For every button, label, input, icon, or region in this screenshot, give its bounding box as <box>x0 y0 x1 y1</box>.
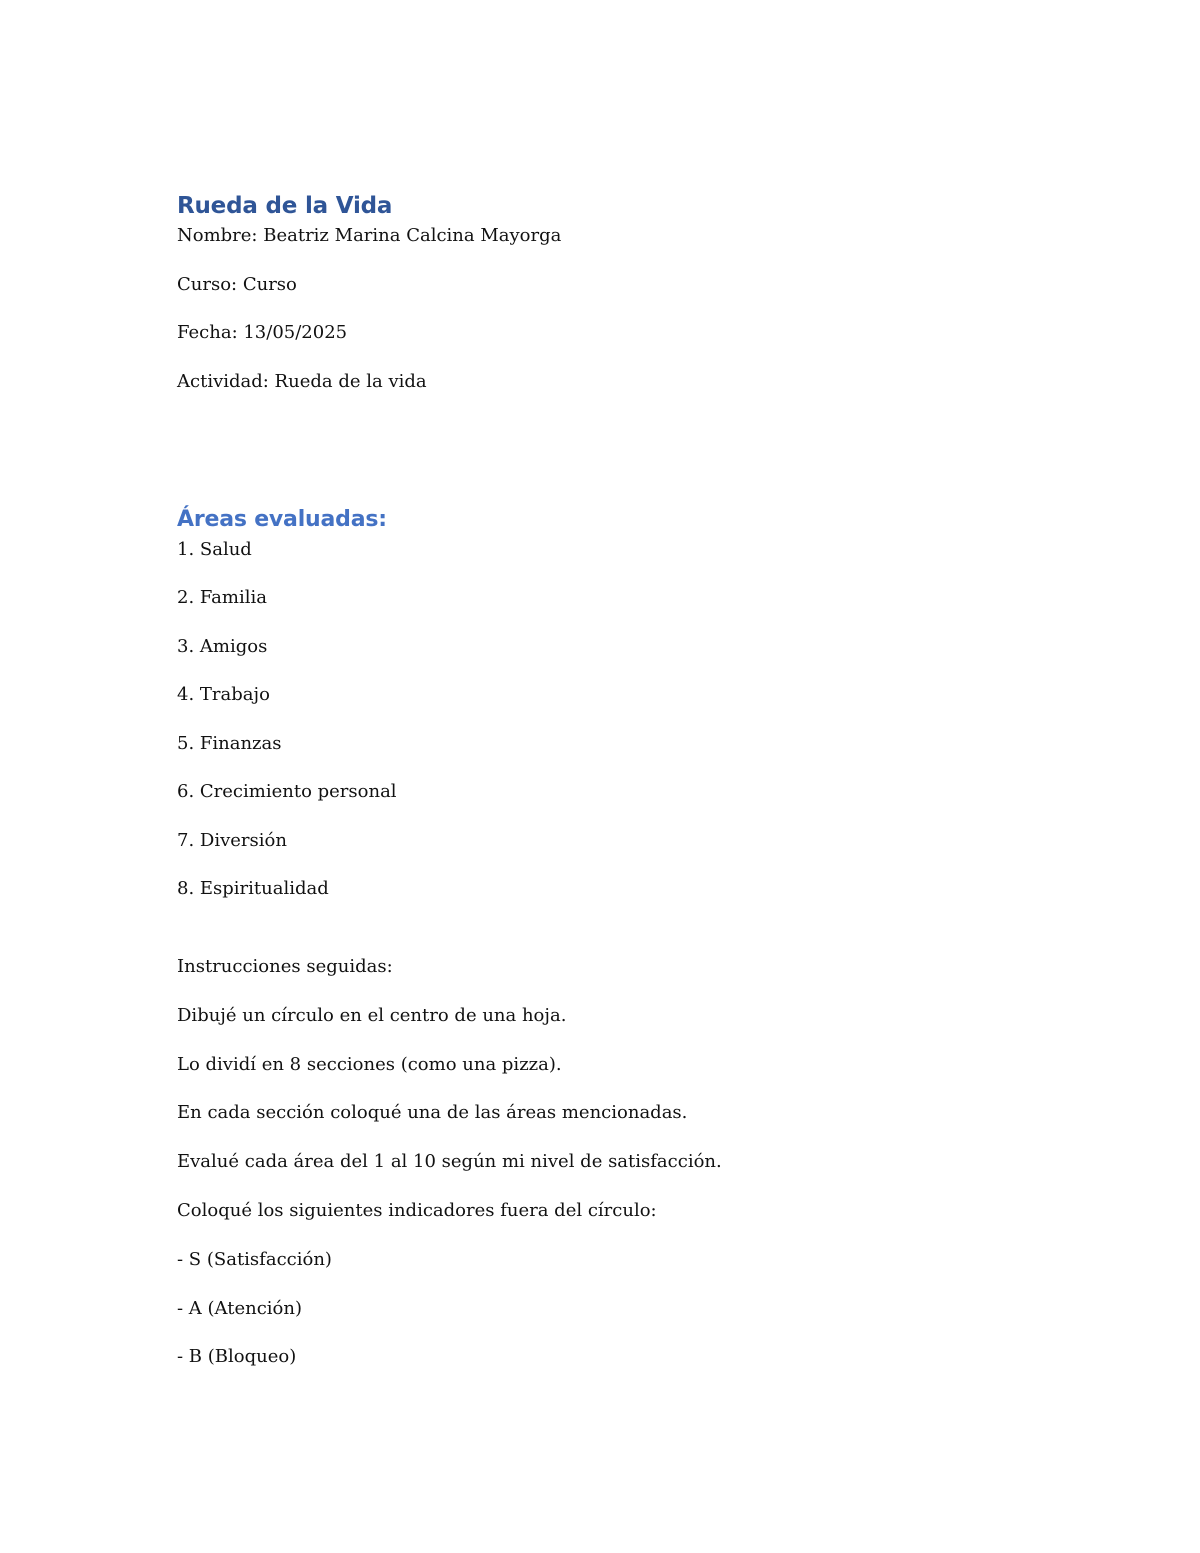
activity-line: Actividad: Rueda de la vida <box>177 370 427 392</box>
instruction-line: Coloqué los siguientes indicadores fuera del círculo: <box>177 1199 657 1221</box>
document-title: Rueda de la Vida <box>177 193 393 219</box>
instructions-heading: Instrucciones seguidas: <box>177 956 393 977</box>
list-item: 5. Finanzas <box>177 732 282 754</box>
date-line: Fecha: 13/05/2025 <box>177 322 348 343</box>
document-body <box>177 190 1037 1369</box>
list-item: 8. Espiritualidad <box>177 878 329 899</box>
indicator-item: - A (Atención) <box>177 1297 302 1319</box>
instruction-line: Lo dividí en 8 secciones (como una pizza). <box>177 1053 562 1075</box>
indicator-item: - B (Bloqueo) <box>177 1346 297 1368</box>
list-item: 2. Familia <box>177 587 267 608</box>
list-item: 4. Trabajo <box>177 684 270 705</box>
list-item: 7. Diversión <box>177 829 287 851</box>
instruction-line: Dibujé un círculo en el centro de una hoja. <box>177 1004 567 1026</box>
student-info <box>177 224 1037 394</box>
course-line: Curso: Curso <box>177 273 297 295</box>
list-item: 1. Salud <box>177 538 252 560</box>
instructions-section <box>177 955 1037 1369</box>
areas-section <box>177 504 1037 902</box>
indicator-item: - S (Satisfacción) <box>177 1248 332 1270</box>
areas-heading: Áreas evaluadas: <box>177 506 387 532</box>
instruction-line: Evalué cada área del 1 al 10 según mi nivel de satisfacción. <box>177 1151 722 1173</box>
list-item: 3. Amigos <box>177 635 268 657</box>
list-item: 6. Crecimiento personal <box>177 781 397 802</box>
name-line: Nombre: Beatriz Marina Calcina Mayorga <box>177 225 562 246</box>
areas-list <box>177 538 1037 902</box>
instruction-line: En cada sección coloqué una de las áreas mencionadas. <box>177 1102 688 1124</box>
